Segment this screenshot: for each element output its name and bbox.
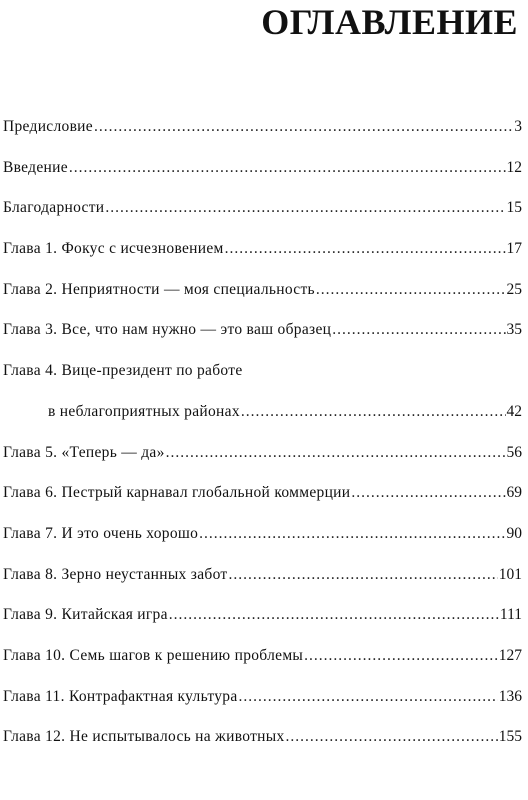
toc-entry-title: Глава 11. Контрафактная культура — [3, 687, 238, 705]
toc-entry-title: Введение — [3, 158, 68, 176]
toc-entry-title: Глава 8. Зерно неустанных забот — [3, 565, 228, 583]
toc-entry-title: Глава 2. Неприятности — моя специальность — [3, 280, 315, 298]
page-title: ОГЛАВЛЕНИЕ — [261, 2, 518, 42]
toc-entry-title: Глава 5. «Теперь — да» — [3, 443, 165, 461]
toc-entry — [3, 362, 522, 403]
toc-entry — [3, 688, 522, 729]
toc-entry-page: 90 — [506, 524, 522, 542]
toc-entry — [3, 199, 522, 240]
toc-entry — [3, 159, 522, 200]
toc-entry-title: Благодарности — [3, 199, 105, 217]
toc-leader-dots — [332, 321, 505, 339]
toc-entry — [3, 281, 522, 322]
toc-entry — [3, 321, 522, 362]
toc-entry — [3, 647, 522, 688]
toc-leader-dots — [351, 484, 505, 502]
toc-entry-title: Глава 4. Вице-президент по работе — [3, 362, 243, 380]
toc-entry-page: 17 — [506, 240, 522, 258]
toc-entry — [3, 240, 522, 281]
toc-leader-dots — [304, 647, 498, 665]
table-of-contents — [3, 118, 522, 769]
toc-entry-page: 15 — [506, 199, 522, 217]
toc-entry-page: 101 — [498, 565, 522, 583]
toc-entry-page: 42 — [506, 402, 522, 420]
toc-entry — [3, 566, 522, 607]
toc-entry-title: Предисловие — [3, 118, 93, 135]
toc-entry-page: 3 — [514, 118, 522, 135]
toc-leader-dots — [225, 240, 506, 258]
toc-entry-title: Глава 7. И это очень хорошо — [3, 524, 199, 542]
toc-leader-dots — [105, 199, 505, 217]
toc-entry — [3, 728, 522, 769]
toc-leader-dots — [166, 444, 506, 462]
toc-leader-dots — [239, 688, 498, 706]
toc-entry-title: Глава 12. Не испытывалось на животных — [3, 728, 285, 746]
toc-entry-title: Глава 6. Пестрый карнавал глобальной коммерции — [3, 484, 351, 502]
toc-leader-dots — [241, 403, 506, 421]
toc-leader-dots — [316, 281, 506, 299]
toc-entry-page: 155 — [498, 728, 522, 746]
toc-entry-title: в неблагоприятных районах — [48, 402, 240, 420]
toc-entry-title: Глава 9. Китайская игра — [3, 606, 168, 624]
toc-entry-page: 35 — [506, 321, 522, 339]
toc-entry-page: 69 — [506, 484, 522, 502]
toc-leader-dots — [229, 566, 498, 584]
toc-entry — [3, 444, 522, 485]
toc-entry-page: 111 — [499, 606, 522, 624]
toc-entry-page: 136 — [498, 687, 522, 705]
toc-leader-dots — [169, 606, 499, 624]
toc-entry-title: Глава 3. Все, что нам нужно — это ваш образец — [3, 321, 332, 339]
toc-entry — [3, 118, 522, 159]
toc-entry — [3, 606, 522, 647]
toc-entry-page: 12 — [506, 158, 522, 176]
toc-leader-dots — [286, 728, 498, 746]
toc-entry-page: 56 — [506, 443, 522, 461]
toc-leader-dots — [199, 525, 505, 543]
toc-entry — [3, 525, 522, 566]
toc-leader-dots — [69, 159, 506, 177]
toc-entry-page: 25 — [506, 280, 522, 298]
toc-entry-title: Глава 1. Фокус с исчезновением — [3, 240, 224, 258]
toc-entry — [3, 484, 522, 525]
toc-leader-dots — [94, 118, 513, 136]
toc-entry-title: Глава 10. Семь шагов к решению проблемы — [3, 646, 304, 664]
toc-entry-continuation — [3, 403, 522, 444]
toc-entry-page: 127 — [498, 646, 522, 664]
